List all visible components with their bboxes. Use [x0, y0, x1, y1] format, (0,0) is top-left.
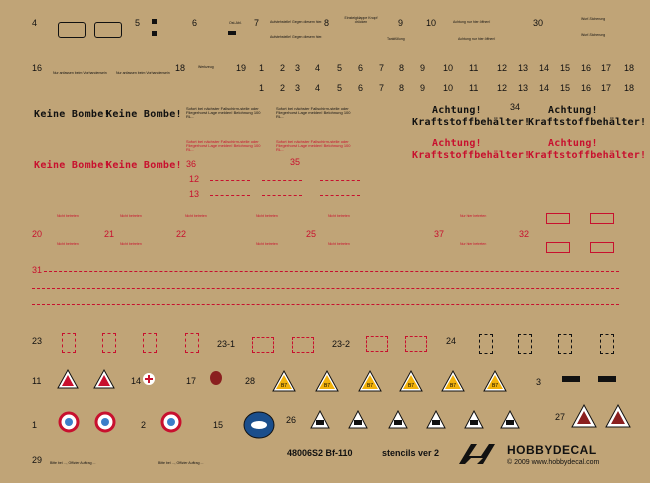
red-box — [185, 333, 199, 353]
achtung-text: Kraftstoffbehälter! — [412, 117, 531, 128]
fuel-triangle — [357, 369, 383, 393]
decal-number: 2 — [280, 63, 286, 73]
decal-number: 6 — [192, 18, 198, 28]
hobbydecal-logo — [455, 440, 501, 468]
stencil-text: Nur hier betreten — [460, 214, 487, 218]
decal-number: 16 — [32, 63, 43, 73]
copyright: © 2009 www.hobbydecal.com — [507, 459, 600, 466]
red-box — [252, 337, 274, 353]
black-triangle — [348, 410, 368, 430]
decal-number: 7 — [254, 18, 260, 28]
stencil-text: Nicht betreten — [256, 214, 278, 218]
decal-number: 23 — [32, 336, 43, 346]
stencil-text: Wurf-Sicherung — [581, 17, 606, 21]
decal-number: 14 — [539, 83, 550, 93]
decal-number: 10 — [443, 83, 454, 93]
stencil-text: Werkzeug — [198, 65, 214, 69]
decal-number: 5 — [337, 63, 343, 73]
red-dash-line — [32, 288, 619, 289]
decal-number: 12 — [497, 63, 508, 73]
decal-number: 23-2 — [332, 339, 351, 349]
warning-triangle — [56, 368, 80, 390]
decal-number: 1 — [259, 83, 265, 93]
fuel-roundel — [94, 408, 116, 438]
decal-number: 9 — [398, 18, 404, 28]
stencil-text: Tankfüllung — [387, 37, 405, 41]
decal-number: 3 — [536, 377, 542, 387]
warning-triangle — [92, 368, 116, 390]
decal-number: 8 — [399, 63, 405, 73]
stencil-text: Nicht betreten — [185, 214, 207, 218]
brand-name: HOBBYDECAL — [507, 443, 597, 457]
stencil-text: Sofort bei nächster Fallschirm-stelle oder Fliegerhorst Lage melden! Belohnung 100 RL.- — [276, 106, 351, 119]
decal-number: 6 — [358, 63, 364, 73]
decal-number: 26 — [286, 415, 297, 425]
red-box — [366, 336, 388, 352]
stencil-text: Aufstehstelle! Gegen diesem hier. — [270, 35, 323, 39]
keine-bombe: Keine Bombe! — [106, 160, 182, 171]
fuel-triangle — [398, 369, 424, 393]
panel-outline — [94, 22, 122, 38]
decal-number: 30 — [533, 18, 544, 28]
decal-number: 10 — [443, 63, 454, 73]
decal-number: 16 — [581, 83, 592, 93]
decal-number: 15 — [560, 63, 571, 73]
stencil-text: Bitte bei ..., Offizier Auftrag ... — [50, 461, 96, 465]
fuel-triangle — [482, 369, 508, 393]
decal-number: 18 — [624, 83, 635, 93]
decal-number: 12 — [497, 83, 508, 93]
squadron-emblem — [242, 410, 276, 440]
emblem-icon — [210, 371, 222, 385]
decal-number: 29 — [32, 455, 43, 465]
red-dash — [262, 195, 302, 196]
decal-number: 13 — [518, 83, 529, 93]
red-box — [62, 333, 76, 353]
stencil-text: Nicht betreten — [328, 214, 350, 218]
keine-bombe: Keine Bombe! — [34, 109, 110, 120]
decal-number: 1 — [259, 63, 265, 73]
bar-mark — [562, 376, 580, 382]
decal-number: 3 — [295, 83, 301, 93]
keine-bombe: Keine Bombe! — [106, 109, 182, 120]
decal-number: 12 — [189, 174, 200, 184]
stencil-text: Sofort bei nächster Fallschirm-stelle oder Fliegerhorst Lage melden! Belohnung 100 RL.- — [186, 139, 261, 152]
decal-number: 8 — [324, 18, 330, 28]
stencil-text: Achtung nur hier öffnen! — [453, 20, 491, 24]
decal-number: 10 — [426, 18, 437, 28]
decal-number: 34 — [510, 102, 521, 112]
stencil-text: Sofort bei nächster Fallschirm-stelle oder Fliegerhorst Lage melden! Belohnung 100 RL.- — [276, 139, 351, 152]
stencil-text: Nicht betreten — [120, 242, 142, 246]
black-box — [600, 334, 614, 354]
decal-number: 11 — [469, 63, 479, 73]
decal-number: 24 — [446, 336, 457, 346]
decal-number: 5 — [135, 18, 141, 28]
achtung-text: Achtung! — [432, 105, 482, 116]
decal-number: 16 — [581, 63, 592, 73]
red-cross-icon — [142, 372, 156, 386]
decal-number: 11 — [469, 83, 479, 93]
decal-number: 17 — [186, 376, 197, 386]
decal-number: 21 — [104, 229, 115, 239]
product-subtitle: stencils ver 2 — [382, 448, 440, 458]
achtung-text: Kraftstoffbehälter! — [412, 150, 531, 161]
decal-number: 8 — [399, 83, 405, 93]
product-code: 48006S2 Bf-110 — [287, 448, 353, 458]
achtung-text: Achtung! — [548, 105, 598, 116]
decal-number: 9 — [420, 63, 426, 73]
decal-number: 2 — [280, 83, 286, 93]
red-box — [405, 336, 427, 352]
red-box — [143, 333, 157, 353]
decal-number: 3 — [295, 63, 301, 73]
black-box — [518, 334, 532, 354]
decal-number: 32 — [519, 229, 530, 239]
achtung-text: Kraftstoffbehälter! — [528, 150, 647, 161]
decal-number: 2 — [141, 420, 147, 430]
red-dash-line — [44, 271, 619, 272]
red-box — [292, 337, 314, 353]
stencil-text: Achtung nur hier öffnen! — [458, 37, 496, 41]
stencil-text: Einsteigklappe Knopf drücken — [344, 16, 378, 24]
decal-number: 1 — [32, 420, 38, 430]
stencil-text: Nur anfassen beim Vorhandensein — [116, 71, 170, 75]
fuel-triangle — [271, 369, 297, 393]
decal-number: 4 — [32, 18, 38, 28]
black-triangle — [388, 410, 408, 430]
decal-number: 7 — [379, 83, 385, 93]
red-dash — [210, 180, 250, 181]
red-dash — [320, 195, 360, 196]
decal-number: 14 — [539, 63, 550, 73]
decal-number: 35 — [290, 157, 301, 167]
decal-number: 25 — [306, 229, 317, 239]
decal-number: 13 — [518, 63, 529, 73]
black-triangle — [310, 410, 330, 430]
decal-number: 18 — [175, 63, 186, 73]
red-box — [546, 242, 570, 253]
bar-mark — [598, 376, 616, 382]
black-box — [558, 334, 572, 354]
stencil-text: Nicht betreten — [57, 242, 79, 246]
panel-outline — [58, 22, 86, 38]
stencil-text: Nur anfassen beim Vorhandensein — [53, 71, 107, 75]
black-box — [479, 334, 493, 354]
stencil-text: Aufstehstelle! Gegen diesem hier. — [270, 20, 323, 24]
decal-number: 22 — [176, 229, 187, 239]
square-mark — [228, 31, 236, 35]
stencil-text: Sofort bei nächster Fallschirm-stelle oder Fliegerhorst Lage melden! Belohnung 100 RL.- — [186, 106, 261, 119]
triangle-label: B7 — [407, 383, 415, 389]
square-mark — [152, 31, 157, 36]
stencil-text: Wurf-Sicherung — [581, 33, 606, 37]
decal-number: 18 — [624, 63, 635, 73]
decal-number: 14 — [131, 376, 142, 386]
red-box — [102, 333, 116, 353]
decal-number: 19 — [236, 63, 247, 73]
achtung-text: Achtung! — [548, 138, 598, 149]
warning-triangle — [570, 403, 598, 429]
decal-number: 9 — [420, 83, 426, 93]
triangle-label: B7 — [491, 383, 499, 389]
stencil-text: Ost-Abl. — [229, 21, 242, 25]
decal-number: 20 — [32, 229, 43, 239]
black-triangle — [500, 410, 520, 430]
decal-number: 4 — [315, 83, 321, 93]
decal-number: 31 — [32, 265, 43, 275]
decal-number: 13 — [189, 189, 200, 199]
decal-number: 23-1 — [217, 339, 236, 349]
black-triangle — [464, 410, 484, 430]
stencil-text: Nicht betreten — [256, 242, 278, 246]
stencil-text: Nicht betreten — [120, 214, 142, 218]
red-box — [590, 213, 614, 224]
decal-number: 11 — [32, 376, 42, 386]
stencil-text: Nicht betreten — [57, 214, 79, 218]
red-dash — [210, 195, 250, 196]
fuel-triangle — [440, 369, 466, 393]
decal-number: 36 — [186, 159, 197, 169]
red-dash — [320, 180, 360, 181]
decal-number: 4 — [315, 63, 321, 73]
decal-number: 37 — [434, 229, 445, 239]
triangle-label: B7 — [280, 383, 288, 389]
stencil-text: Nur hier betreten — [460, 242, 487, 246]
black-triangle — [426, 410, 446, 430]
decal-number: 28 — [245, 376, 256, 386]
triangle-label: B7 — [323, 383, 331, 389]
square-mark — [152, 19, 157, 24]
achtung-text: Achtung! — [432, 138, 482, 149]
decal-number: 17 — [601, 83, 612, 93]
triangle-label: B7 — [366, 383, 374, 389]
red-dash — [262, 180, 302, 181]
achtung-text: Kraftstoffbehälter! — [528, 117, 647, 128]
decal-number: 15 — [560, 83, 571, 93]
decal-number: 27 — [555, 412, 566, 422]
keine-bombe: Keine Bombe! — [34, 160, 110, 171]
warning-triangle — [604, 403, 632, 429]
decal-number: 5 — [337, 83, 343, 93]
decal-number: 15 — [213, 420, 224, 430]
decal-number: 6 — [358, 83, 364, 93]
stencil-text: Bitte bei ..., Offizier Auftrag ... — [158, 461, 204, 465]
triangle-label: B7 — [449, 383, 457, 389]
red-dash-line — [32, 304, 619, 305]
fuel-triangle — [314, 369, 340, 393]
red-box — [590, 242, 614, 253]
fuel-roundel — [160, 408, 182, 438]
red-box — [546, 213, 570, 224]
fuel-roundel — [58, 408, 80, 438]
stencil-text: Nicht betreten — [328, 242, 350, 246]
decal-number: 17 — [601, 63, 612, 73]
decal-number: 7 — [379, 63, 385, 73]
